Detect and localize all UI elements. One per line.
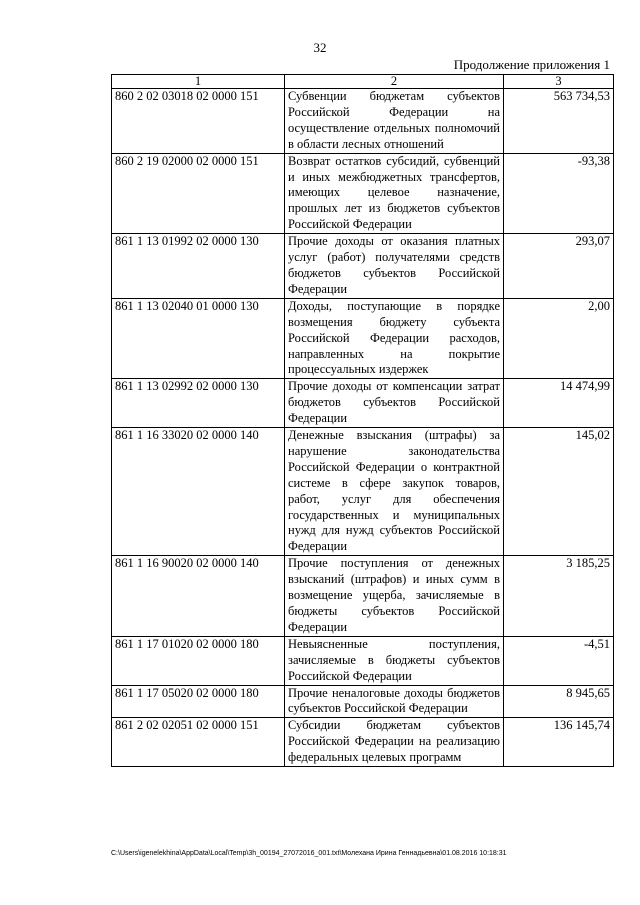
- table-row: [112, 379, 614, 428]
- header-row: [112, 75, 614, 89]
- column-header: 3: [504, 75, 614, 89]
- table-row: [112, 685, 614, 718]
- income-description: Субвенции бюджетам субъектов Российской Федерации на осуществление отдельных полномочий в области лесных отношений: [285, 89, 504, 154]
- income-amount: 136 145,74: [504, 718, 614, 767]
- income-code: 861 1 16 33020 02 0000 140: [112, 428, 285, 556]
- table-row: [112, 153, 614, 234]
- income-code: 861 1 13 02040 01 0000 130: [112, 298, 285, 379]
- income-code: 861 1 13 02992 02 0000 130: [112, 379, 285, 428]
- table-row: [112, 89, 614, 154]
- income-code: 860 2 02 03018 02 0000 151: [112, 89, 285, 154]
- income-description: Прочие доходы от компенсации затрат бюджетов субъектов Российской Федерации: [285, 379, 504, 428]
- table-row: [112, 298, 614, 379]
- income-description: Прочие поступления от денежных взысканий (штрафов) и иных сумм в возмещение ущерба, зачисляемые в бюджеты субъектов Российской Федерации: [285, 556, 504, 637]
- page-number: 32: [313, 40, 327, 55]
- table-row: [112, 428, 614, 556]
- column-header: 2: [285, 75, 504, 89]
- income-code: 861 1 13 01992 02 0000 130: [112, 234, 285, 299]
- income-amount: 2,00: [504, 298, 614, 379]
- income-description: Возврат остатков субсидий, субвенций и иных межбюджетных трансфертов, имеющих целевое назначение, прошлых лет из бюджетов субъектов Российской Федерации: [285, 153, 504, 234]
- income-amount: 563 734,53: [504, 89, 614, 154]
- appendix-table: [111, 74, 614, 767]
- income-amount: 8 945,65: [504, 685, 614, 718]
- income-code: 861 1 16 90020 02 0000 140: [112, 556, 285, 637]
- table-row: [112, 718, 614, 767]
- table-row: [112, 636, 614, 685]
- column-header: 1: [112, 75, 285, 89]
- income-amount: 145,02: [504, 428, 614, 556]
- table-row: [112, 234, 614, 299]
- file-path-footer: C:\Users\igenelekhina\AppData\Local\Temp\3h_00194_27072016_001.txt\Молеханa Ирина Геннадьевна\01.08.2016 10:18:31: [111, 850, 507, 857]
- income-description: Денежные взыскания (штрафы) за нарушение законодательства Российской Федерации о контрактной системе в сфере закупок товаров, работ, услуг для обеспечения государственных и муниципальных нужд для нужд субъектов Российской Федерации: [285, 428, 504, 556]
- income-amount: 293,07: [504, 234, 614, 299]
- income-amount: -93,38: [504, 153, 614, 234]
- income-description: Прочие неналоговые доходы бюджетов субъектов Российской Федерации: [285, 685, 504, 718]
- continuation-label: Продолжение приложения 1: [453, 57, 610, 72]
- income-description: Доходы, поступающие в порядке возмещения бюджету субъекта Российской Федерации расходов, направленных на покрытие процессуальных издержек: [285, 298, 504, 379]
- income-code: 861 1 17 05020 02 0000 180: [112, 685, 285, 718]
- income-code: 861 1 17 01020 02 0000 180: [112, 636, 285, 685]
- income-amount: 3 185,25: [504, 556, 614, 637]
- income-code: 861 2 02 02051 02 0000 151: [112, 718, 285, 767]
- income-description: Прочие доходы от оказания платных услуг (работ) получателями средств бюджетов субъектов Российской Федерации: [285, 234, 504, 299]
- income-description: Невыясненные поступления, зачисляемые в бюджеты субъектов Российской Федерации: [285, 636, 504, 685]
- income-description: Субсидии бюджетам субъектов Российской Федерации на реализацию федеральных целевых программ: [285, 718, 504, 767]
- income-code: 860 2 19 02000 02 0000 151: [112, 153, 285, 234]
- income-amount: -4,51: [504, 636, 614, 685]
- income-amount: 14 474,99: [504, 379, 614, 428]
- table-row: [112, 556, 614, 637]
